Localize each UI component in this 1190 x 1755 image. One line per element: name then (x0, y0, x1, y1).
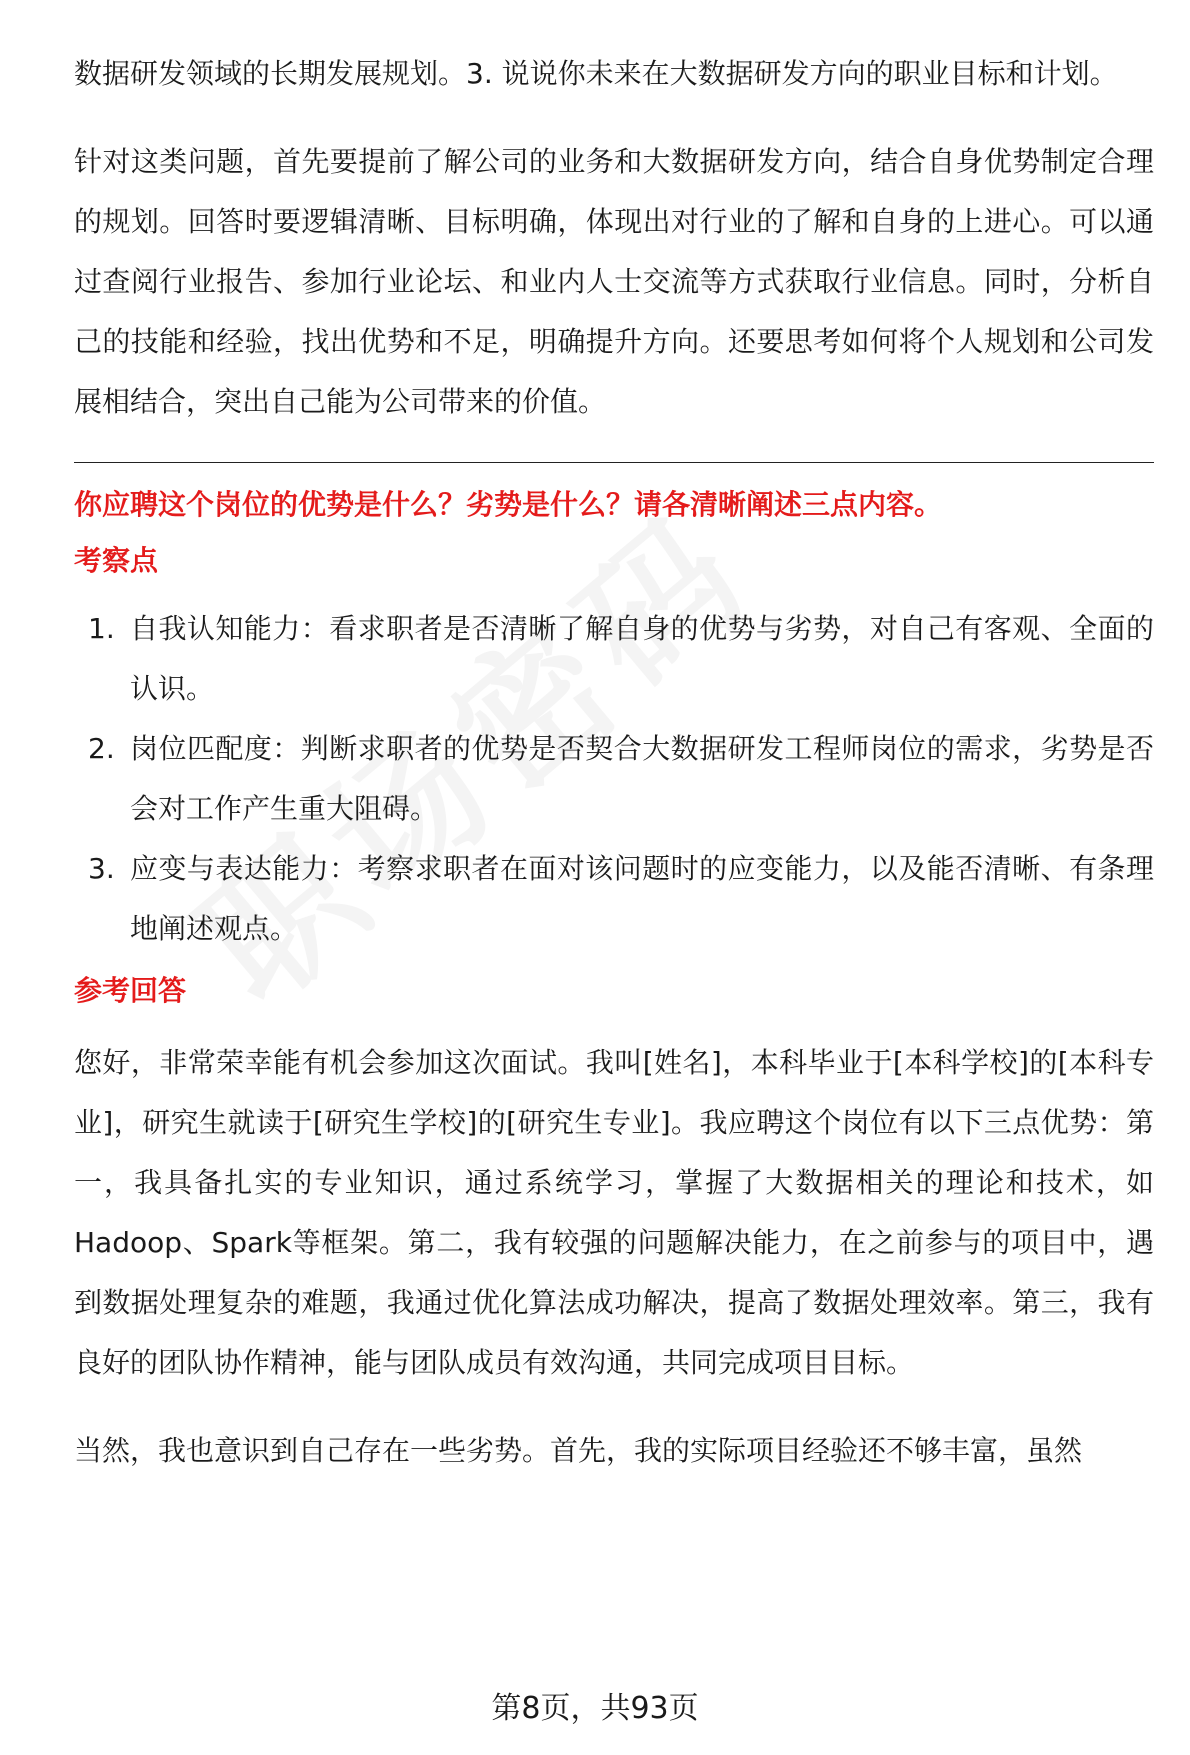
answer-heading: 参考回答 (74, 974, 187, 1007)
section-divider (74, 462, 1154, 463)
list-item-text: 岗位匹配度：判断求职者的优势是否契合大数据研发工程师岗位的需求，劣势是否会对工作产生重大阻碍。 (130, 732, 1154, 825)
answer-paragraph-weaknesses: 当然，我也意识到自己存在一些劣势。首先，我的实际项目经验还不够丰富，虽然 (74, 1434, 1083, 1467)
paragraph-intro-end: 数据研发领域的长期发展规划。3. 说说你未来在大数据研发方向的职业目标和计划。 (74, 57, 1118, 90)
list-item (74, 839, 1154, 959)
document-content (74, 44, 1154, 1481)
list-item (74, 719, 1154, 839)
answer-paragraph-strengths: 您好，非常荣幸能有机会参加这次面试。我叫[姓名]，本科毕业于[本科学校]的[本科专业]，研究生就读于[研究生学校]的[研究生专业]。我应聘这个岗位有以下三点优势：第一，我具备扎实的专业知识，通过系统学习，掌握了大数据相关的理论和技术，如Hadoop、Spark等框架。第二，我有较强的问题解决能力，在之前参与的项目中，遇到数据处理复杂的难题，我通过优化算法成功解决，提高了数据处理效率。第三，我有良好的团队协作精神，能与团队成员有效沟通，共同完成项目目标。 (74, 1046, 1154, 1379)
list-item-number: 1. (88, 612, 115, 645)
examination-heading: 考察点 (74, 544, 159, 577)
question-title: 你应聘这个岗位的优势是什么？劣势是什么？请各清晰阐述三点内容。 (74, 488, 943, 521)
list-item-number: 3. (88, 852, 115, 885)
page-number-footer: 第8页，共93页 (491, 1691, 699, 1726)
examination-points-list (74, 599, 1154, 959)
list-item-text: 应变与表达能力：考察求职者在面对该问题时的应变能力，以及能否清晰、有条理地阐述观点。 (130, 852, 1154, 945)
paragraph-advice: 针对这类问题，首先要提前了解公司的业务和大数据研发方向，结合自身优势制定合理的规划。回答时要逻辑清晰、目标明确，体现出对行业的了解和自身的上进心。可以通过查阅行业报告、参加行业论坛、和业内人士交流等方式获取行业信息。同时，分析自己的技能和经验，找出优势和不足，明确提升方向。还要思考如何将个人规划和公司发展相结合，突出自己能为公司带来的价值。 (74, 145, 1154, 418)
list-item-number: 2. (88, 732, 115, 765)
list-item (74, 599, 1154, 719)
list-item-text: 自我认知能力：看求职者是否清晰了解自身的优势与劣势，对自己有客观、全面的认识。 (130, 612, 1154, 705)
